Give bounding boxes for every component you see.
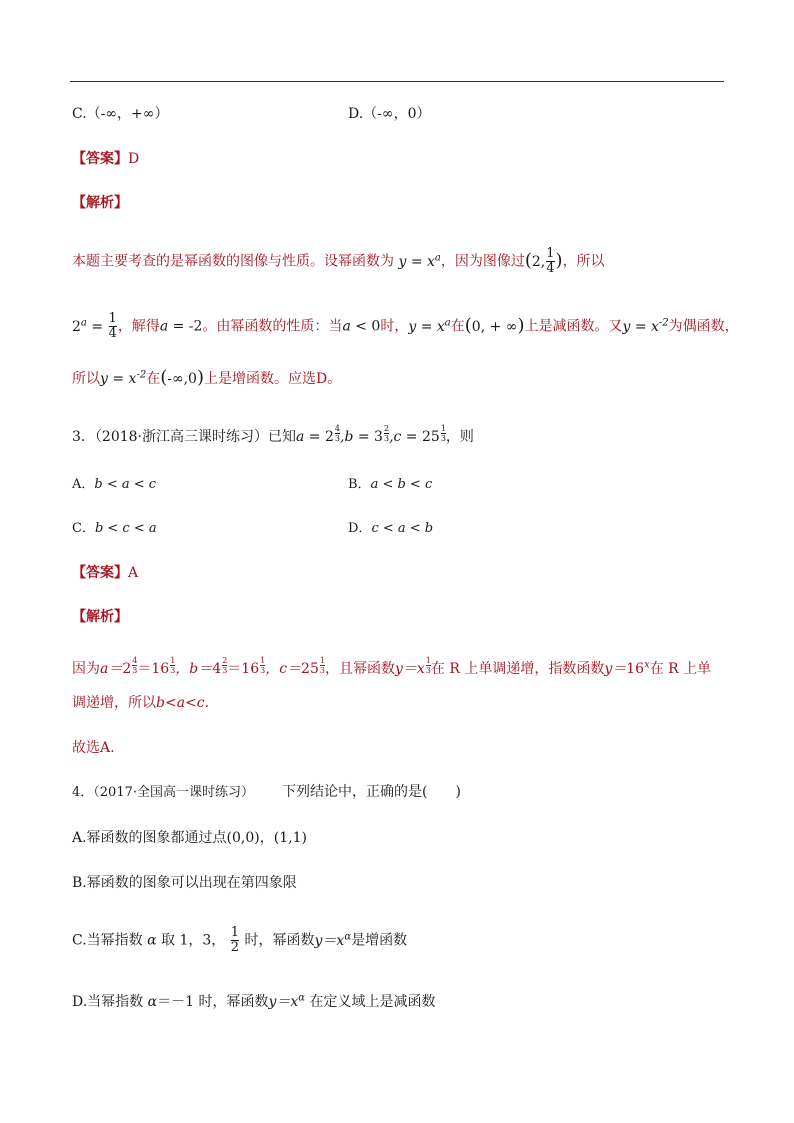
q2-analysis-label: 【解析】: [72, 195, 128, 211]
stem-source: 4．（2017·全国高一课时练习）: [72, 785, 254, 800]
q3-option-b: [348, 473, 432, 492]
exp-text: 本题主要考查的是幂函数的图像与性质。设幂函数为: [72, 253, 394, 270]
q4-stem: [72, 781, 461, 801]
fraction-half: $\frac{1}{2}$: [230, 925, 240, 955]
formula-a-value: a = -2: [159, 318, 203, 335]
q4-option-d: [72, 991, 436, 1011]
q3-explanation-line-1: [72, 656, 711, 678]
exp-text: ，且幂函数: [324, 661, 395, 677]
q2-explanation-line-1: [72, 247, 605, 276]
formula-power-alpha: $y=x^\alpha$: [268, 992, 306, 1010]
q4-option-a: A.幂函数的图象都通过点(0,0)，(1,1): [72, 830, 307, 846]
exp-text: 在: [146, 371, 161, 387]
option-text: 时，幂函数: [244, 932, 315, 949]
answer-value: A: [128, 565, 139, 581]
formula-power: $y = x^a$: [408, 316, 451, 335]
option-text: 是增函数: [351, 932, 408, 949]
formula-a-lt-0: a < 0: [342, 318, 381, 335]
option-text: ＝－1 时，幂函数: [157, 994, 269, 1010]
exp-text: 。由幂函数的性质：当: [202, 318, 343, 335]
exp-text: 在 R 上单: [649, 661, 712, 677]
option-formula: b < c < a: [94, 521, 157, 536]
q2-explanation-line-2: [72, 312, 739, 341]
exp-text: 在: [450, 318, 465, 335]
formula-interval: (0, + ∞): [464, 314, 525, 336]
formula-2a: $2^a$ = $\frac{1}{4}$: [72, 311, 117, 341]
q3-option-d: [348, 517, 433, 536]
option-label: D．: [348, 521, 372, 536]
q3-answer: [72, 562, 138, 582]
q3-option-c: [72, 517, 157, 536]
option-label: B．: [348, 477, 371, 492]
formula-interval: (-∞,0): [160, 367, 204, 388]
stem-text: 下列结论中，正确的是( ): [282, 784, 461, 800]
option-text: 取 1，3，: [161, 932, 226, 949]
q2-explanation-line-3: [72, 367, 341, 388]
answer-label: 【答案】: [72, 151, 128, 167]
stem-text: ，则: [445, 429, 474, 445]
exp-text: 为偶函数，: [668, 318, 739, 335]
stem-text: 3．（2018·浙江高三课时练习）已知: [72, 429, 296, 445]
q3-conclusion: 故选A.: [72, 740, 115, 756]
formula-exp16: $y=16^x$: [604, 659, 650, 677]
exp-text: ，因为图像过: [440, 253, 525, 270]
exp-text: 上是减函数。又: [524, 318, 623, 335]
exp-text: 上是增函数。应选D。: [204, 371, 342, 387]
q2-option-c: C.（-∞，+∞）: [72, 106, 169, 122]
exp-text: 因为: [72, 661, 100, 677]
exp-text: ，所以: [562, 253, 605, 270]
exp-text: 所以: [72, 371, 100, 387]
option-text: C.当幂指数: [72, 932, 143, 949]
q2-answer: [72, 148, 139, 168]
option-formula: b < a < c: [94, 477, 157, 492]
formula-abc-values: a＝2 $\frac{4}{3}$ ＝16 $\frac{1}{3}$ ，b＝4 $\frac{2}{3}$ ＝16 $\frac{1}{3}$ ，c＝25 $\frac{1}{3}$: [100, 656, 325, 677]
option-label: C．: [72, 521, 95, 536]
formula-order: b<a<c.: [156, 695, 210, 711]
exp-text: 在 R 上单调递增，指数函数: [430, 661, 605, 677]
option-text: 在定义域上是减函数: [309, 994, 436, 1010]
option-text: D.当幂指数: [72, 994, 144, 1010]
q4-option-b: B.幂函数的图象可以出现在第四象限: [72, 875, 297, 891]
exp-text: 调递增，所以: [72, 695, 156, 711]
option-label: A．: [72, 477, 95, 492]
answer-value: D: [128, 151, 140, 167]
alpha-symbol: α: [147, 932, 157, 949]
q4-option-c: [72, 926, 407, 955]
exp-text: ，解得: [117, 318, 160, 335]
formula-power-neg2: $y = x^{-2}$: [622, 316, 669, 335]
header-rule: [70, 81, 724, 82]
option-formula: c < a < b: [371, 521, 434, 536]
exp-text: 时，: [380, 318, 409, 335]
formula-point: (2, $\frac{1}{4}$ ): [524, 246, 563, 276]
formula-power-alpha: $y=x^\alpha$: [314, 930, 352, 949]
q3-analysis-label: 【解析】: [72, 609, 128, 625]
formula-power-third: y＝x $\frac{1}{3}$: [394, 656, 431, 677]
q2-option-d: D.（-∞，0）: [348, 106, 431, 122]
formula-power-neg2: $y = x^{-2}$: [100, 369, 147, 387]
formula-abc: a = 2 $\frac{4}{3}$ ,b = 3 $\frac{2}{3}$ ,c = 25 $\frac{1}{3}$: [296, 424, 446, 445]
option-formula: a < b < c: [370, 477, 433, 492]
answer-label: 【答案】: [72, 565, 128, 581]
q3-stem: [72, 424, 474, 446]
q3-option-a: [72, 473, 156, 492]
formula-power: $y = x^a$: [398, 251, 441, 270]
alpha-symbol: α: [147, 994, 158, 1010]
q3-explanation-line-2: [72, 692, 209, 712]
